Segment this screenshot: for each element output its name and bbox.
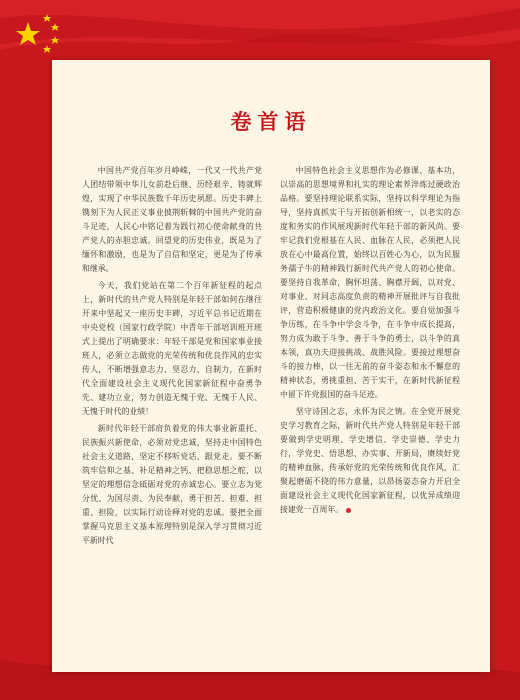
paragraph: 中国特色社会主义思想作为必修课、基本功，以崇高的思想境界和扎实的理论素养淬炼过硬政治品格。要坚持理论联系实际，坚持以科学理论为指导，坚持真抓实干与开拓创新相统一，以老实的态度和务实的作风展现新时代年轻干部的新风尚。要牢记我们党根基在人民、血脉在人民，必须把人民放在心中最高位置，始终以百姓心为心，以为民服务孺子牛的精神践行新时代共产党人的初心使命。要坚持自我革命，胸怀坦荡、胸襟开阔，以对党、对事业、对同志高度负责的精神开展批评与自我批评，营造积极健康的党内政治文化。要自觉加强斗争历练，在斗争中学会斗争，在斗争中成长提高，努力成为敢于斗争、善于斗争的勇士，以斗争的真本领，真功夫迎接挑战、战胜风险。要接过理想奋斗的接力棒，以一往无前的奋斗姿态和永不懈怠的精神状态，勇挑重担、苦干实干，在新时代新征程中留下许党报国的奋斗足迹。 [280,166,460,399]
paper-sheet [52,60,490,672]
end-mark-icon [346,508,351,513]
left-column [82,164,262,551]
paragraph: 中国共产党百年岁月峥嵘，一代又一代共产党人团结带领中华儿女前赴后继、历经艰辛、铸就辉煌，实现了中华民族数千年历史夙愿。历史丰碑上镌刻下为人民正义事业披荆斩棘的中国共产党的奋斗足迹，人民心中铭记着为践行初心使命献身的共产党人的赤胆忠诚。回望党的历史伟业，既是为了缅怀和激励，也是为了自信和坚定，更是为了传承和继承。 [82,166,262,273]
paragraph-text: 坚守诗国之志，永怀为民之情。在全党开展党史学习教育之际，新时代共产党人特别是年轻干部要做到学史明理、学史增信、学史崇德、学史力行，学党史、悟思想、办实事、开新局，赓续好党的精神血脉，传承好党的光荣传统和优良作风，汇聚起磨砺不挠的伟力意量，以昂扬姿态奋力开启全面建设社会主义现代化国家新征程，以优异成绩迎接建党一百周年。 [280,407,460,514]
paragraph-last [280,405,460,517]
paragraph: 今天，我们党站在第二个百年新征程的起点上，新时代的共产党人特别是年轻干部如何在继往开来中坚起又一座历史丰碑，习近平总书记近期在中央党校（国家行政学院）中青年干部培训班开班式上提出了明确要求：年轻干部是党和国家事业接班人，必须立志做党的光荣传统和优良作风的忠实传人，不断增强意志力、坚忍力、自制力，在新时代全面建设社会主义现代化国家新征程中奋勇争先、建功立业，努力创造无愧于党、无愧于人民、无愧于时代的业绩！ [82,281,262,416]
paragraph: 新时代年轻干部肩负着党的伟大事业新重托、民族振兴新使命，必须对党忠诚，坚持走中国特色社会主义道路，坚定不移听党话、跟党走。要不断筑牢信仰之基、补足精神之钙、把稳思想之舵，以坚定的理想信念砥砺对党的赤诚忠心。要立志为党分忧、为国尽责、为民奉献，勇于担苦、担难、担重、担险，以实际行动诠释对党的忠诚。要把全面掌握马克思主义基本原理特别是深入学习贯彻习近平新时代 [82,424,262,545]
right-column [280,164,460,520]
page-title: 卷首语 [230,110,312,134]
